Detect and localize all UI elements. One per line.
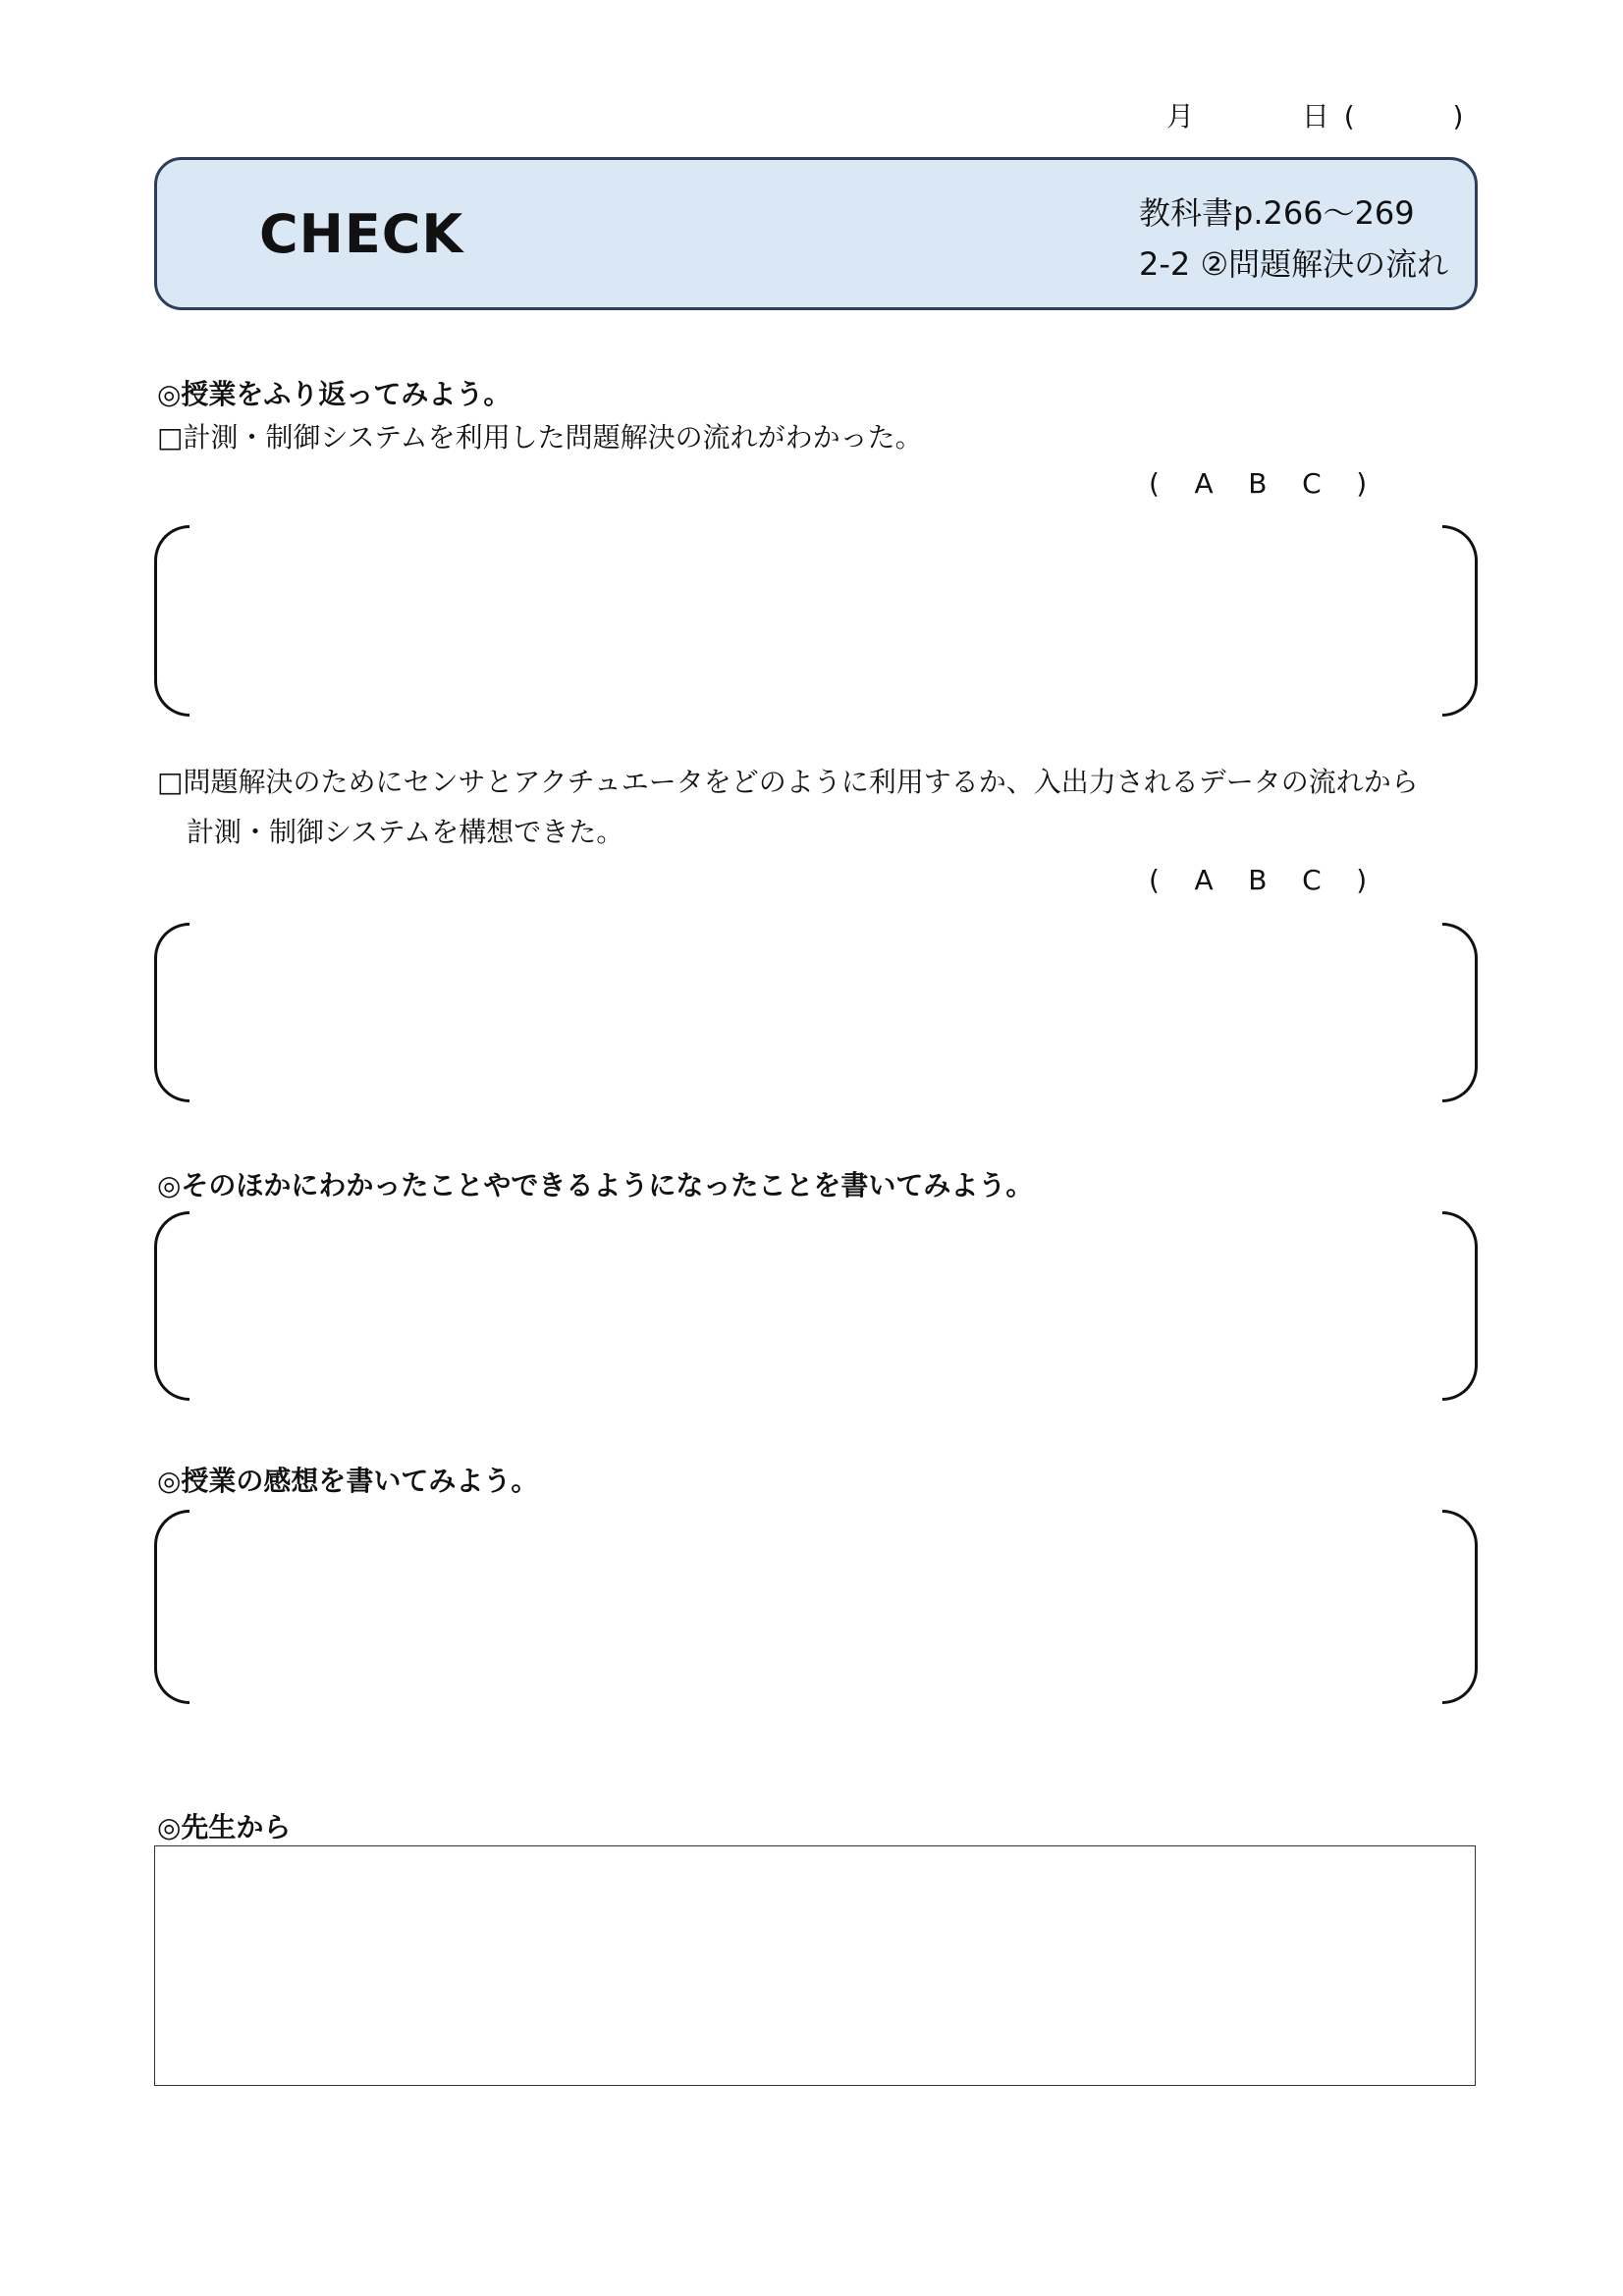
rating-2-c[interactable]: C (1302, 864, 1322, 896)
rating-1-b[interactable]: B (1248, 467, 1268, 500)
day-label: 日 (1301, 100, 1329, 133)
left-bracket (154, 525, 189, 717)
date-field (1166, 95, 1463, 134)
weekday-close: ) (1452, 100, 1464, 133)
left-bracket (154, 1211, 189, 1401)
answer-box-1[interactable] (154, 525, 1478, 717)
month-label: 月 (1166, 100, 1195, 133)
lesson-title: 2-2 ②問題解決の流れ (1139, 245, 1449, 283)
textbook-ref: 教科書p.266～269 (1139, 194, 1415, 232)
check-item-2-line2: 計測・制御システムを構想できた。 (187, 816, 624, 848)
reflection-heading: ◎授業をふり返ってみよう。 (157, 378, 512, 410)
check-item-1 (157, 412, 923, 462)
rating-1-a[interactable]: A (1194, 467, 1214, 500)
left-bracket (154, 1510, 189, 1704)
answer-box-2[interactable] (154, 923, 1478, 1102)
teacher-comment-box[interactable] (154, 1845, 1476, 2086)
impressions-heading: ◎授業の感想を書いてみよう。 (157, 1465, 539, 1497)
answer-box-4[interactable] (154, 1510, 1478, 1704)
rating-2-a[interactable]: A (1194, 864, 1214, 896)
rating-1[interactable]: ( A B C ) (1149, 467, 1368, 500)
right-bracket (1442, 923, 1478, 1102)
answer-box-3[interactable] (154, 1211, 1478, 1401)
right-bracket (1442, 1510, 1478, 1704)
lesson-reference (1139, 187, 1448, 290)
teacher-heading: ◎先生から (157, 1811, 292, 1843)
check-item-1-text: □計測・制御システムを利用した問題解決の流れがわかった。 (157, 421, 923, 454)
page-title: CHECK (259, 203, 464, 265)
right-bracket (1442, 1211, 1478, 1401)
left-bracket (154, 923, 189, 1102)
check-item-2 (157, 757, 1419, 857)
check-item-2-line1: □問題解決のためにセンサとアクチュエータをどのように利用するか、入出力されるデータの流れから (157, 766, 1419, 798)
rating-2[interactable]: ( A B C ) (1149, 864, 1368, 896)
header-banner (154, 157, 1478, 310)
other-learnings-heading: ◎そのほかにわかったことやできるようになったことを書いてみよう。 (157, 1169, 1034, 1201)
rating-2-b[interactable]: B (1248, 864, 1268, 896)
rating-1-c[interactable]: C (1302, 467, 1322, 500)
right-bracket (1442, 525, 1478, 717)
weekday-open: ( (1343, 100, 1355, 133)
